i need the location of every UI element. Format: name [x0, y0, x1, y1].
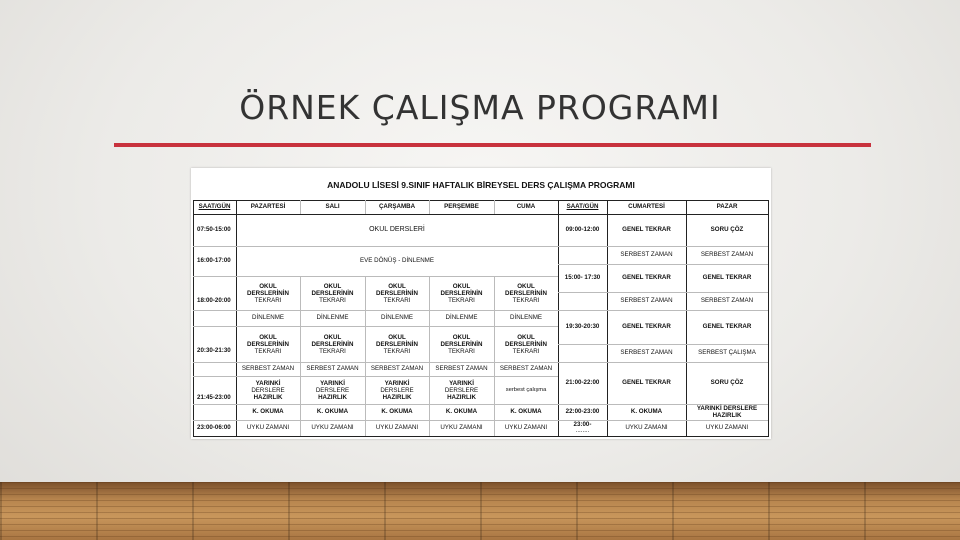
sleep-cell: UYKU ZAMANI — [705, 424, 749, 432]
time-slot: 23:00- ........ — [573, 420, 592, 434]
rest-cell: DİNLENME — [381, 314, 413, 322]
review-cell: OKUL DERSLERİNİN TEKRARI — [376, 333, 418, 356]
review-cell: OKUL DERSLERİNİN TEKRARI — [440, 333, 483, 356]
day-header: CUMARTESİ — [628, 203, 665, 211]
reading-cell: K. OKUMA — [381, 408, 413, 416]
schedule-sheet — [191, 168, 771, 439]
general-review-cell: GENEL TEKRAR — [622, 323, 671, 331]
general-review-cell: GENEL TEKRAR — [622, 274, 671, 282]
time-slot: 19:30-20:30 — [565, 323, 600, 331]
free-time-cell: SERBEST ZAMAN — [370, 365, 424, 373]
time-slot: 21:45-23:00 — [197, 394, 231, 402]
title-divider — [114, 143, 871, 147]
review-cell: OKUL DERSLERİNİN TEKRARI — [376, 282, 418, 305]
time-slot: 09:00-12:00 — [565, 226, 600, 234]
reading-cell: K. OKUMA — [316, 408, 349, 416]
free-time-cell: SERBEST ZAMAN — [435, 365, 488, 373]
grid-line — [193, 436, 769, 437]
free-time-cell: SERBEST ZAMAN — [700, 297, 754, 305]
review-cell: OKUL DERSLERİNİN TEKRARI — [505, 333, 547, 356]
free-time-cell: SERBEST ZAMAN — [620, 251, 673, 259]
review-cell: OKUL DERSLERİNİN TEKRARI — [311, 333, 354, 356]
reading-cell: K. OKUMA — [445, 408, 478, 416]
time-slot: 20:30-21:30 — [197, 347, 231, 355]
reading-cell: K. OKUMA — [630, 408, 663, 416]
day-header: PERŞEMBE — [444, 203, 479, 211]
prep-cell: YARINKİ DERSLERE HAZIRLIK — [380, 379, 414, 402]
rest-cell: DİNLENME — [510, 314, 542, 322]
day-header: PAZARTESİ — [250, 203, 286, 211]
time-slot: 16:00-17:00 — [197, 257, 231, 265]
slide-title: ÖRNEK ÇALIŞMA PROGRAMI — [239, 88, 721, 127]
free-time-cell: SERBEST ZAMAN — [620, 297, 673, 305]
review-cell: OKUL DERSLERİNİN TEKRARI — [247, 282, 289, 305]
free-time-cell: SERBEST ZAMAN — [306, 365, 359, 373]
free-time-cell: SERBEST ZAMAN — [700, 251, 754, 259]
home-return-cell: EVE DÖNÜŞ - DİNLENME — [360, 257, 434, 265]
time-slot: 22:00-23:00 — [565, 408, 600, 416]
schedule-title: ANADOLU LİSESİ 9.SINIF HAFTALIK BİREYSEL DERS ÇALIŞMA PROGRAMI — [327, 180, 635, 190]
general-review-cell: GENEL TEKRAR — [702, 274, 752, 282]
sleep-cell: UYKU ZAMANI — [246, 424, 290, 432]
day-header: SALI — [325, 203, 340, 211]
school-lessons-cell: OKUL DERSLERİ — [369, 225, 425, 233]
prep-cell: YARINKİ DERSLERE HAZIRLIK — [444, 379, 479, 402]
day-header: ÇARŞAMBA — [378, 203, 416, 211]
time-slot: 07:50-15:00 — [197, 226, 231, 234]
left-header-time: SAAT/GÜN — [198, 203, 231, 211]
sleep-cell: UYKU ZAMANI — [375, 424, 419, 432]
review-cell: OKUL DERSLERİNİN TEKRARI — [247, 333, 289, 356]
general-review-cell: GENEL TEKRAR — [622, 226, 671, 234]
rest-cell: DİNLENME — [316, 314, 349, 322]
time-slot: 18:00-20:00 — [197, 297, 231, 305]
sleep-cell: UYKU ZAMANI — [440, 424, 483, 432]
right-header-time: SAAT/GÜN — [566, 203, 599, 211]
sleep-cell: UYKU ZAMANI — [625, 424, 668, 432]
time-slot: 23:00-06:00 — [197, 424, 231, 432]
sleep-cell: UYKU ZAMANI — [504, 424, 548, 432]
time-slot: 15:00- 17:30 — [564, 274, 601, 282]
prep-cell: YARINKİ DERSLERE HAZIRLIK — [251, 379, 285, 402]
free-time-cell: SERBEST ZAMAN — [499, 365, 553, 373]
free-time-cell: SERBEST ZAMAN — [620, 349, 673, 357]
review-cell: OKUL DERSLERİNİN TEKRARI — [440, 282, 483, 305]
time-slot: 21:00-22:00 — [565, 379, 600, 387]
reading-cell: K. OKUMA — [252, 408, 284, 416]
solve-questions-cell: SORU ÇÖZ — [710, 379, 744, 387]
rest-cell: DİNLENME — [445, 314, 478, 322]
prep-cell: YARINKİ DERSLERE HAZIRLIK — [696, 404, 758, 419]
free-study-cell: SERBEST ÇALIŞMA — [698, 349, 756, 357]
sleep-cell: UYKU ZAMANI — [311, 424, 354, 432]
reading-cell: K. OKUMA — [510, 408, 542, 416]
free-study-cell: serbest çalışma — [505, 387, 547, 394]
wooden-floor — [0, 482, 960, 540]
general-review-cell: GENEL TEKRAR — [702, 323, 752, 331]
prep-cell: YARINKİ DERSLERE HAZIRLIK — [315, 379, 350, 402]
rest-cell: DİNLENME — [252, 314, 284, 322]
general-review-cell: GENEL TEKRAR — [622, 379, 671, 387]
review-cell: OKUL DERSLERİNİN TEKRARI — [311, 282, 354, 305]
day-header: PAZAR — [716, 203, 738, 211]
solve-questions-cell: SORU ÇÖZ — [710, 226, 744, 234]
day-header: CUMA — [516, 203, 536, 211]
review-cell: OKUL DERSLERİNİN TEKRARI — [505, 282, 547, 305]
grid-line — [768, 200, 769, 437]
free-time-cell: SERBEST ZAMAN — [241, 365, 295, 373]
